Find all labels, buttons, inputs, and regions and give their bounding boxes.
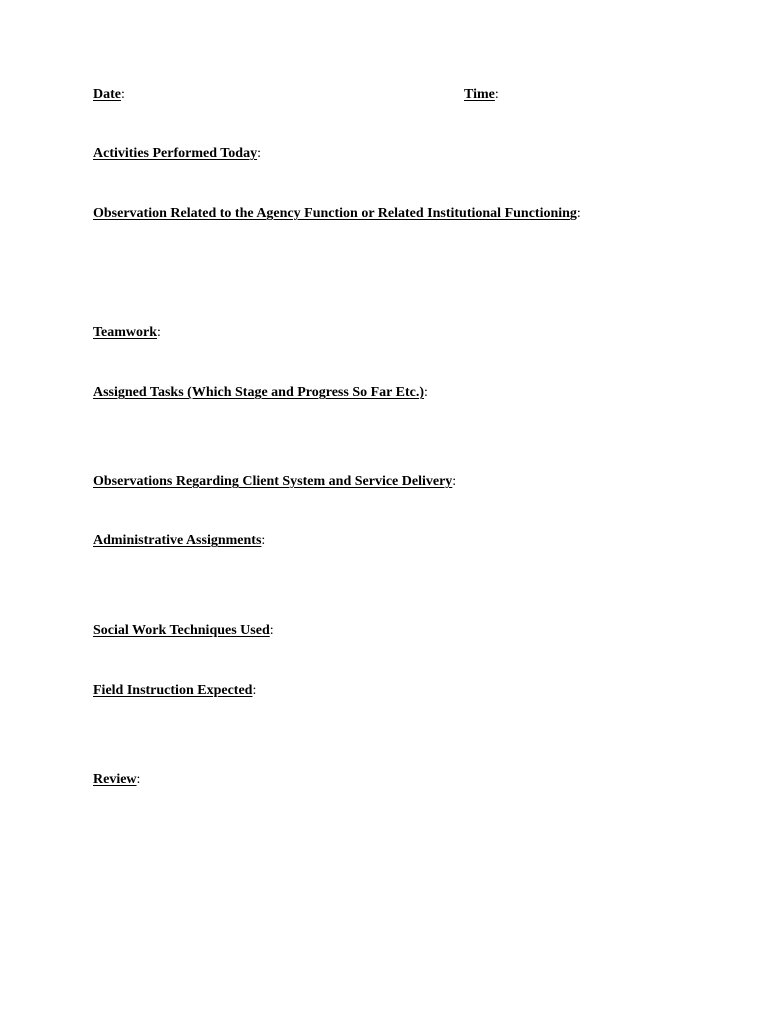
date-label: Date: [93, 87, 121, 102]
date-colon: :: [121, 87, 125, 102]
observation-agency-field: [93, 205, 581, 223]
field-instruction-field: [93, 682, 256, 700]
time-field: [464, 86, 499, 104]
review-label: Review: [93, 772, 137, 787]
assigned-tasks-field: [93, 384, 428, 402]
time-colon: :: [494, 87, 499, 102]
activities-field: [93, 145, 261, 163]
review-field: [93, 771, 140, 789]
teamwork-colon: :: [157, 325, 161, 340]
date-field: [93, 86, 125, 104]
activities-colon: :: [257, 146, 261, 161]
assigned-tasks-colon: :: [424, 385, 428, 400]
review-colon: :: [136, 772, 141, 787]
teamwork-label: Teamwork: [93, 325, 158, 340]
techniques-field: [93, 622, 274, 640]
observation-agency-colon: :: [576, 206, 581, 221]
observations-client-field: [93, 473, 456, 491]
observations-client-label: Observations Regarding Client System and Service Delivery: [93, 474, 453, 489]
field-instruction-colon: :: [252, 683, 257, 698]
field-instruction-label: Field Instruction Expected: [93, 683, 253, 698]
observation-agency-label: Observation Related to the Agency Function or Related Institutional Functioning: [93, 206, 577, 221]
teamwork-field: [93, 324, 161, 342]
techniques-colon: :: [269, 623, 274, 638]
observations-client-colon: :: [452, 474, 457, 489]
assigned-tasks-label: Assigned Tasks (Which Stage and Progress So Far Etc.): [93, 385, 424, 400]
administrative-colon: :: [261, 533, 266, 548]
techniques-label: Social Work Techniques Used: [93, 623, 270, 638]
activities-label: Activities Performed Today: [93, 146, 258, 161]
administrative-field: [93, 532, 265, 550]
time-label: Time: [464, 87, 495, 102]
administrative-label: Administrative Assignments: [93, 533, 262, 548]
